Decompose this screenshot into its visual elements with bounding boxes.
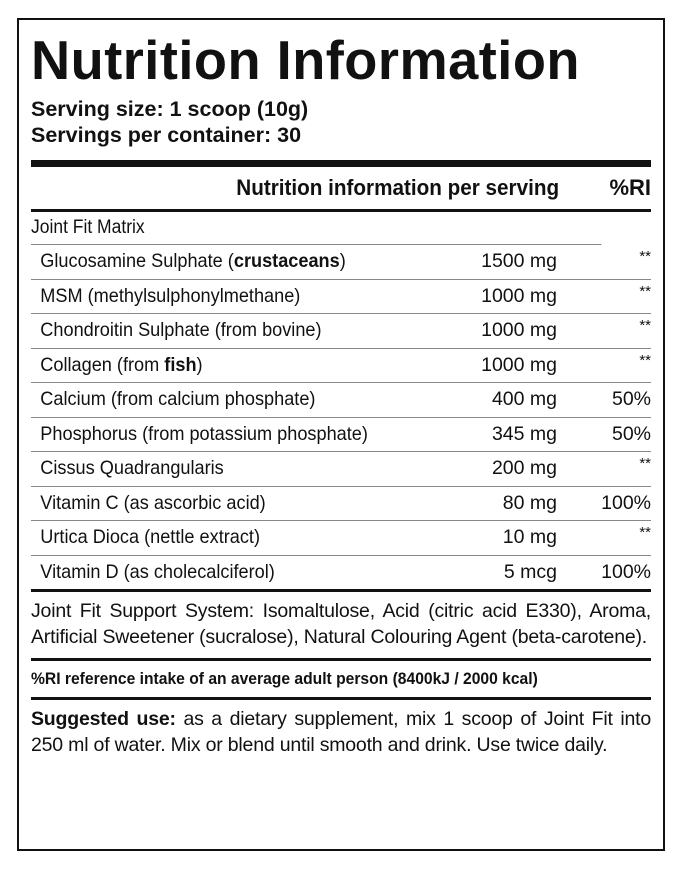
table-row — [31, 418, 651, 453]
serving-size: Serving size: 1 scoop (10g) — [31, 97, 309, 121]
nutrient-ri: 100% — [601, 491, 651, 514]
nutrient-name: Phosphorus (from potassium phosphate) — [40, 422, 368, 445]
nutrient-rows — [31, 245, 651, 589]
nutrient-amount: 1000 mg — [481, 353, 557, 376]
nutrient-ri: 50% — [611, 388, 651, 411]
table-row — [31, 487, 651, 522]
nutrient-amount: 200 mg — [491, 457, 557, 480]
header-ri: %RI — [609, 175, 651, 200]
nutrient-ri: ** — [639, 282, 651, 300]
nutrient-ri: ** — [639, 317, 651, 335]
nutrient-ri: ** — [639, 455, 651, 473]
nutrient-name: Chondroitin Sulphate (from bovine) — [40, 319, 322, 342]
table-row — [31, 314, 651, 349]
suggested-use-text: as a dietary supplement, mix 1 scoop of Joint Fit into 250 ml of water. Mix or blend until smooth and drink. Use twice daily. — [31, 708, 651, 756]
nutrient-name: Vitamin C (as ascorbic acid) — [40, 491, 266, 514]
table-row — [31, 280, 651, 315]
table-row — [31, 245, 651, 280]
table-row — [31, 556, 651, 590]
nutrient-name: Vitamin D (as cholecalciferol) — [40, 560, 275, 583]
nutrition-label — [17, 18, 665, 851]
table-row — [31, 521, 651, 556]
nutrient-amount: 10 mg — [502, 526, 557, 549]
nutrient-ri: ** — [639, 524, 651, 542]
matrix-title: Joint Fit Matrix — [31, 212, 601, 245]
reference-intake-note: %RI reference intake of an average adult person (8400kJ / 2000 kcal) — [31, 669, 538, 688]
table-header — [31, 167, 651, 212]
nutrient-name: Cissus Quadrangularis — [40, 457, 224, 480]
suggested-use — [31, 700, 651, 758]
nutrient-amount: 345 mg — [491, 422, 557, 445]
nutrient-amount: 1000 mg — [481, 284, 557, 307]
table-row — [31, 349, 651, 384]
label-title: Nutrition Information — [31, 29, 580, 91]
nutrient-name: Glucosamine Sulphate (crustaceans) — [40, 250, 346, 273]
thick-divider — [31, 160, 651, 167]
nutrient-amount: 80 mg — [502, 491, 557, 514]
nutrient-amount: 1500 mg — [481, 250, 557, 273]
nutrient-amount: 400 mg — [491, 388, 557, 411]
support-system-text: Joint Fit Support System: Isomaltulose, Acid (citric acid E330), Aroma, Artificial Sweetener (sucralose), Natural Colouring Agent (beta-carotene). — [31, 600, 651, 648]
header-per-serving: Nutrition information per serving — [236, 175, 560, 200]
nutrient-ri: ** — [639, 248, 651, 266]
nutrient-name: Urtica Dioca (nettle extract) — [40, 526, 261, 549]
nutrient-ri: 100% — [601, 560, 651, 583]
table-row — [31, 383, 651, 418]
nutrient-ri: 50% — [611, 422, 651, 445]
table-row — [31, 452, 651, 487]
nutrient-amount: 1000 mg — [481, 319, 557, 342]
nutrient-ri: ** — [639, 351, 651, 369]
servings-per-container: Servings per container: 30 — [31, 123, 302, 147]
nutrient-name: Calcium (from calcium phosphate) — [40, 388, 316, 411]
nutrient-name: Collagen (from fish) — [40, 353, 203, 376]
nutrient-name: MSM (methylsulphonylmethane) — [40, 284, 301, 307]
suggested-use-label: Suggested use: — [31, 708, 176, 730]
nutrient-amount: 5 mcg — [503, 560, 557, 583]
